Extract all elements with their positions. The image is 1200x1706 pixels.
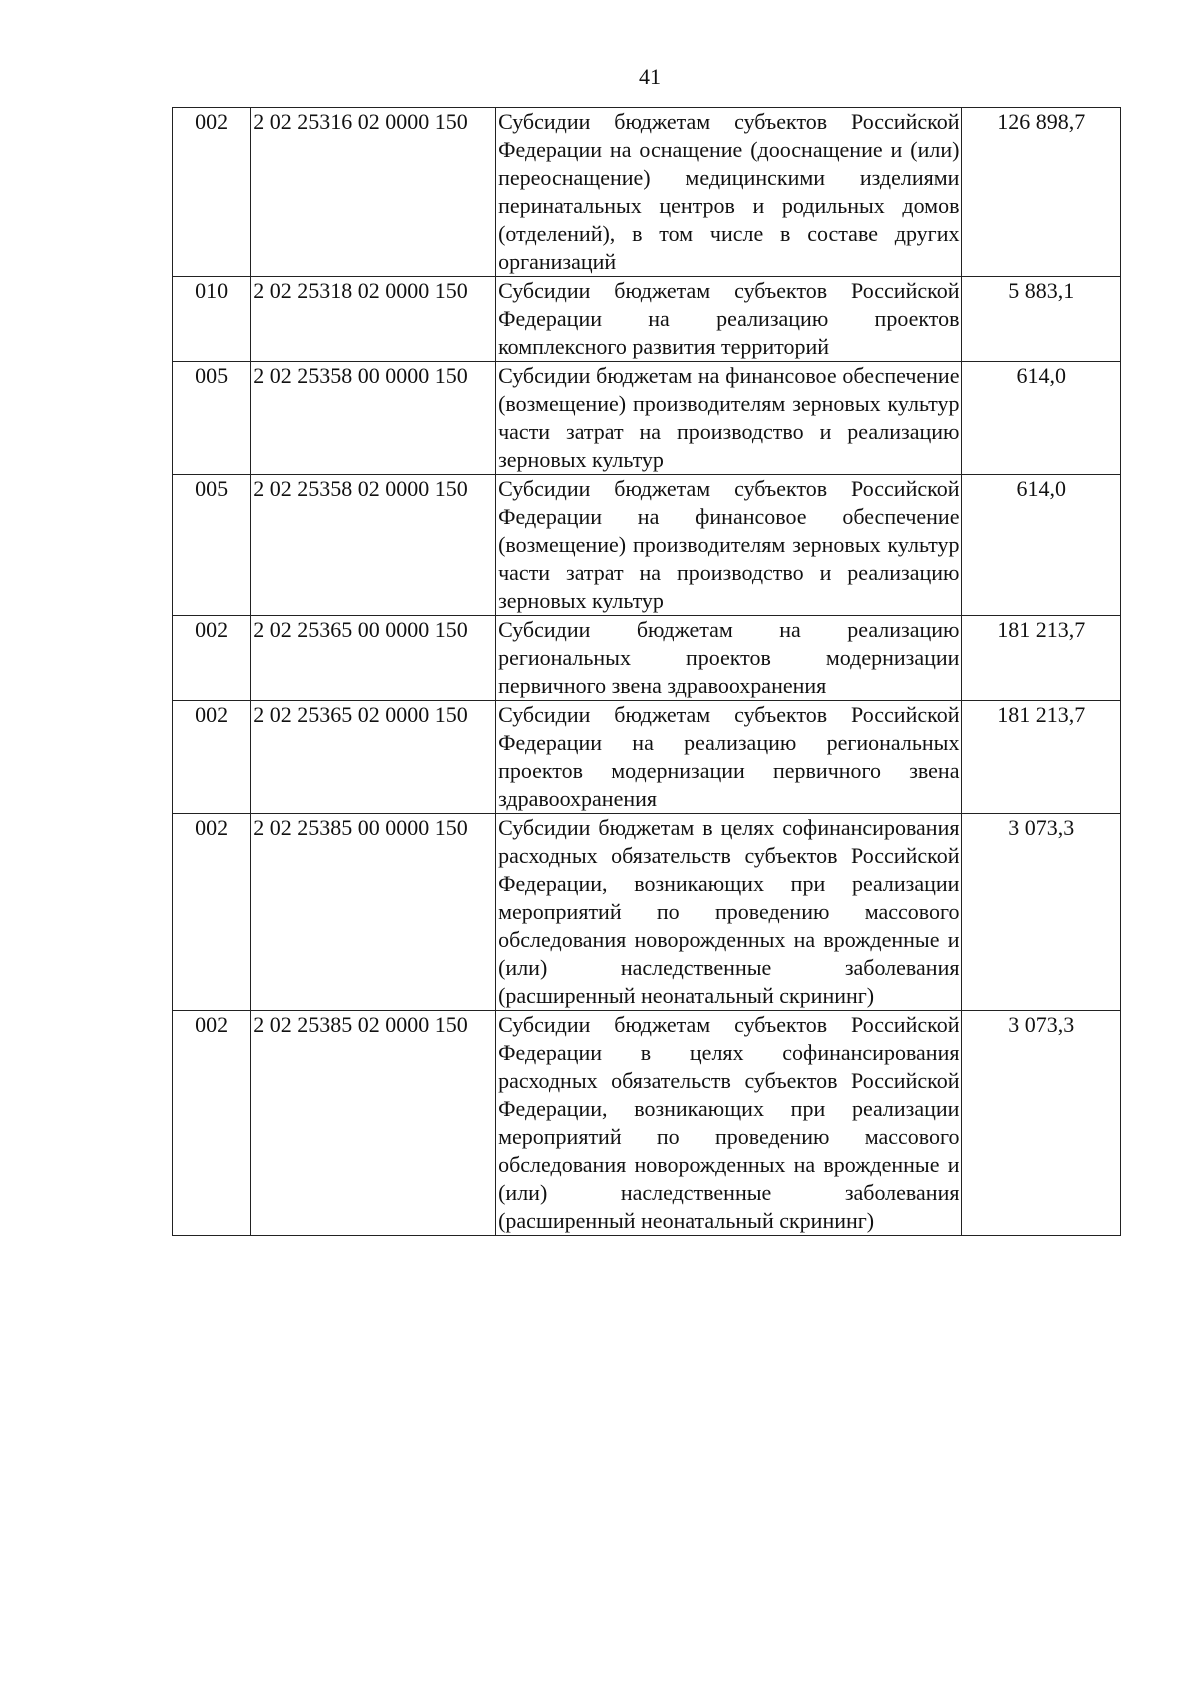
budget-code-cell: 2 02 25385 00 0000 150 xyxy=(251,814,496,1011)
amount-cell: 181 213,7 xyxy=(962,616,1121,701)
budget-code-cell: 2 02 25358 00 0000 150 xyxy=(251,362,496,475)
table-row xyxy=(173,1011,1121,1236)
budget-code-cell: 2 02 25318 02 0000 150 xyxy=(251,277,496,362)
table-row xyxy=(173,701,1121,814)
admin-code-cell: 010 xyxy=(173,277,251,362)
amount-cell: 5 883,1 xyxy=(962,277,1121,362)
table-row xyxy=(173,814,1121,1011)
description-cell: Субсидии бюджетам субъектов Российской Федерации на финансовое обеспечение (возмещение) производителям зерновых культур части затрат на производство и реализацию зерновых культур xyxy=(496,475,962,616)
description-cell: Субсидии бюджетам на финансовое обеспечение (возмещение) производителям зерновых культур части затрат на производство и реализацию зерновых культур xyxy=(496,362,962,475)
table-row xyxy=(173,616,1121,701)
amount-cell: 3 073,3 xyxy=(962,1011,1121,1236)
amount-cell: 181 213,7 xyxy=(962,701,1121,814)
amount-cell: 126 898,7 xyxy=(962,108,1121,277)
amount-cell: 614,0 xyxy=(962,475,1121,616)
budget-code-cell: 2 02 25365 00 0000 150 xyxy=(251,616,496,701)
table-row xyxy=(173,475,1121,616)
admin-code-cell: 002 xyxy=(173,616,251,701)
page-number: 41 xyxy=(639,64,661,89)
table-row xyxy=(173,277,1121,362)
budget-code-cell: 2 02 25365 02 0000 150 xyxy=(251,701,496,814)
description-cell: Субсидии бюджетам субъектов Российской Федерации на реализацию региональных проектов модернизации первичного звена здравоохранения xyxy=(496,701,962,814)
description-cell: Субсидии бюджетам на реализацию региональных проектов модернизации первичного звена здравоохранения xyxy=(496,616,962,701)
table-body xyxy=(173,108,1121,1236)
description-cell: Субсидии бюджетам в целях софинансирования расходных обязательств субъектов Российской Федерации, возникающих при реализации мероприятий по проведению массового обследования новорожденных на врожденные и (или) наследственные заболевания (расширенный неонатальный скрининг) xyxy=(496,814,962,1011)
amount-cell: 3 073,3 xyxy=(962,814,1121,1011)
amount-cell: 614,0 xyxy=(962,362,1121,475)
admin-code-cell: 002 xyxy=(173,701,251,814)
description-cell: Субсидии бюджетам субъектов Российской Федерации в целях софинансирования расходных обязательств субъектов Российской Федерации, возникающих при реализации мероприятий по проведению массового обследования новорожденных на врожденные и (или) наследственные заболевания (расширенный неонатальный скрининг) xyxy=(496,1011,962,1236)
description-cell: Субсидии бюджетам субъектов Российской Федерации на оснащение (дооснащение и (или) переоснащение) медицинскими изделиями перинатальных центров и родильных домов (отделений), в том числе в составе других организаций xyxy=(496,108,962,277)
table-row xyxy=(173,362,1121,475)
budget-code-cell: 2 02 25316 02 0000 150 xyxy=(251,108,496,277)
budget-code-cell: 2 02 25385 02 0000 150 xyxy=(251,1011,496,1236)
admin-code-cell: 005 xyxy=(173,475,251,616)
admin-code-cell: 002 xyxy=(173,108,251,277)
table-row xyxy=(173,108,1121,277)
admin-code-cell: 002 xyxy=(173,1011,251,1236)
description-cell: Субсидии бюджетам субъектов Российской Федерации на реализацию проектов комплексного развития территорий xyxy=(496,277,962,362)
budget-code-cell: 2 02 25358 02 0000 150 xyxy=(251,475,496,616)
admin-code-cell: 002 xyxy=(173,814,251,1011)
budget-table xyxy=(172,107,1121,1236)
admin-code-cell: 005 xyxy=(173,362,251,475)
